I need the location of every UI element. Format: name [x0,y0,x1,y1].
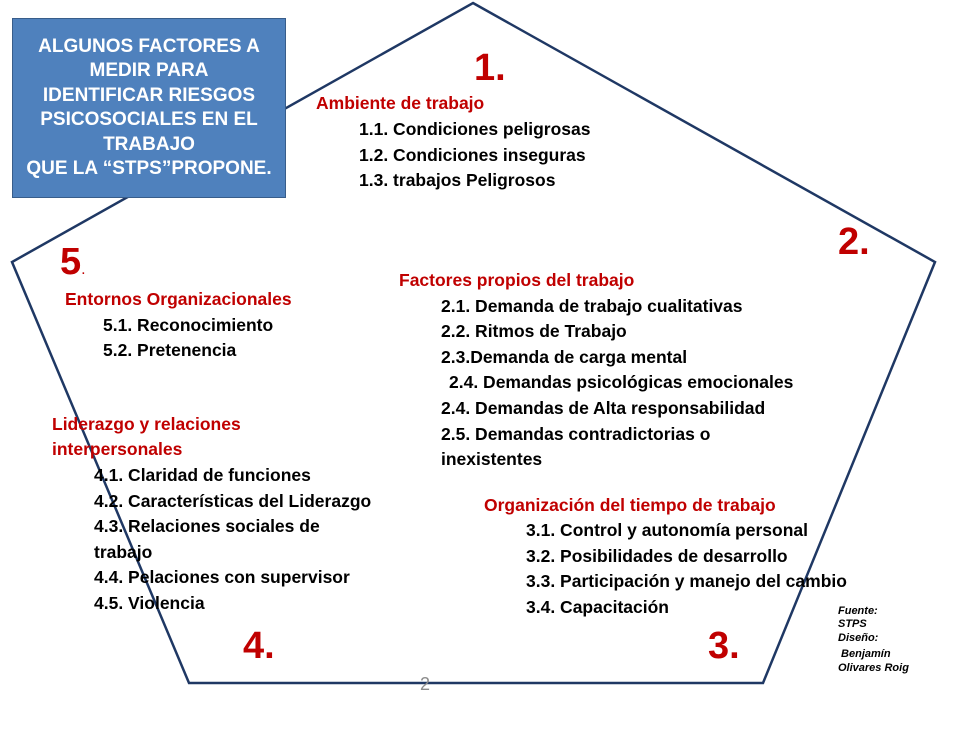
credit-line: Diseño: [838,632,879,644]
title-line: PSICOSOCIALES EN EL [40,109,258,130]
section-2-heading: Factores propios del trabajo [399,270,635,290]
section-4-item: 4.2. Características del Liderazgo [94,491,372,511]
section-2-item: 2.4. Demandas psicológicas emocionales [449,372,794,392]
section-2-item: 2.5. Demandas contradictorias o [441,424,711,444]
title-line: IDENTIFICAR RIESGOS [42,84,256,106]
title-line: MEDIR PARA [89,60,209,81]
section-1-item: 1.3. trabajos Peligrosos [359,170,556,190]
title-box [12,18,286,198]
section-3-item: 3.4. Capacitación [526,597,669,617]
title-line: TRABAJO [103,133,195,155]
section-4-item: 4.3. Relaciones sociales de [94,516,320,536]
section-4-heading: interpersonales [52,439,183,459]
section-1-heading: Ambiente de trabajo [316,93,485,113]
credit-line: Fuente: [838,605,878,617]
section-2-item: 2.3.Demanda de carga mental [441,347,688,367]
section-5-number [60,242,86,290]
section-5-number-main: 5 [60,241,82,283]
section-2-item: 2.1. Demanda de trabajo cualitativas [441,296,743,316]
section-3-number: 3. [708,625,740,667]
section-4-heading: Liderazgo y relaciones [52,414,241,434]
section-4-item: 4.5. Violencia [94,593,205,613]
section-4-item: 4.1. Claridad de funciones [94,465,311,485]
title-line: QUE LA “STPS”PROPONE. [26,158,272,179]
section-4-number: 4. [243,625,275,667]
title-line: ALGUNOS FACTORES A [38,35,260,57]
section-4-item: 4.4. Pelaciones con supervisor [94,567,350,587]
section-3-heading: Organización del tiempo de trabajo [484,495,776,515]
section-4-item: trabajo [94,542,153,562]
credit-line: STPS [838,618,867,630]
section-5-item: 5.2. Pretenencia [103,340,237,360]
credit-line: Benjamín [838,648,891,660]
section-3-item: 3.1. Control y autonomía personal [526,520,808,540]
section-1-item: 1.2. Condiciones inseguras [359,145,586,165]
section-5-heading: Entornos Organizacionales [65,289,292,309]
page-number: 2 [420,674,431,694]
section-2-item: 2.2. Ritmos de Trabajo [441,321,627,341]
section-3-item: 3.2. Posibilidades de desarrollo [526,546,788,566]
section-2-number: 2. [838,221,870,263]
section-1-item: 1.1. Condiciones peligrosas [359,119,591,139]
credit-line: Olivares Roig [838,662,909,674]
section-5-item: 5.1. Reconocimiento [103,315,274,335]
section-5-number-dot: . [81,261,86,278]
section-2-item: 2.4. Demandas de Alta responsabilidad [441,398,766,418]
section-2-item: inexistentes [441,449,543,469]
section-3-item: 3.3. Participación y manejo del cambio [526,571,847,591]
section-1-number: 1. [474,47,506,89]
